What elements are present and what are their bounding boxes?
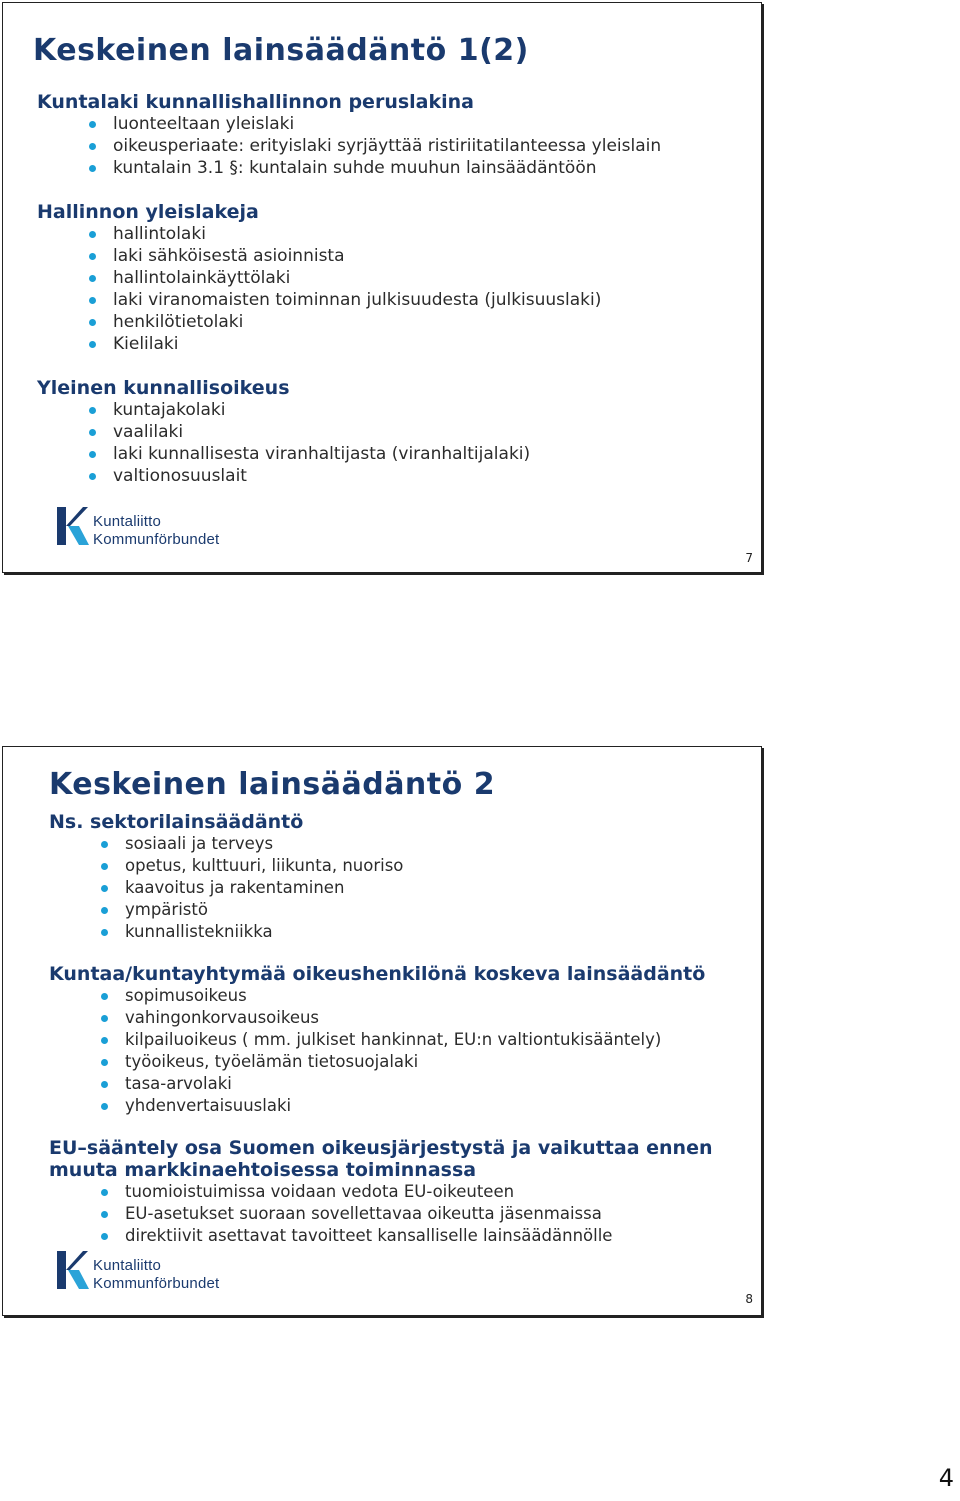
bullet-icon bbox=[89, 473, 96, 480]
section-yleinen-kunnallisoikeus bbox=[37, 377, 757, 487]
logo-line1: Kuntaliitto bbox=[93, 513, 162, 530]
bullet-icon bbox=[89, 143, 96, 150]
section-heading: Yleinen kunnallisoikeus bbox=[37, 377, 290, 399]
logo-line2: Kommunförbundet bbox=[93, 1275, 220, 1292]
slide-content bbox=[37, 91, 757, 487]
bullet-icon bbox=[89, 319, 96, 326]
list-item: ympäristö bbox=[49, 899, 761, 921]
slide-number: 8 bbox=[745, 1292, 753, 1306]
bullet-icon bbox=[101, 841, 108, 848]
list-item: kuntajakolaki bbox=[37, 399, 757, 421]
list-item: tuomioistuimissa voidaan vedota EU-oikeuteen bbox=[49, 1181, 761, 1203]
list-item: hallintolaki bbox=[37, 223, 757, 245]
logo-line1: Kuntaliitto bbox=[93, 1257, 162, 1274]
bullet-icon bbox=[101, 1015, 108, 1022]
slide-title: Keskeinen lainsäädäntö 1(2) bbox=[33, 33, 529, 68]
list-item: oikeusperiaate: erityislaki syrjäyttää ristiriitatilanteessa yleislain bbox=[37, 135, 757, 157]
section-kuntalaki bbox=[37, 91, 757, 179]
bullet-icon bbox=[89, 165, 96, 172]
bullet-list bbox=[49, 985, 761, 1117]
bullet-icon bbox=[101, 1103, 108, 1110]
bullet-list bbox=[37, 399, 757, 487]
list-item: tasa-arvolaki bbox=[49, 1073, 761, 1095]
bullet-icon bbox=[89, 253, 96, 260]
slide-8 bbox=[2, 746, 762, 1316]
list-item: vaalilaki bbox=[37, 421, 757, 443]
slide-title: Keskeinen lainsäädäntö 2 bbox=[49, 767, 496, 802]
logo-line2: Kommunförbundet bbox=[93, 531, 220, 548]
list-item: yhdenvertaisuuslaki bbox=[49, 1095, 761, 1117]
page-number: 4 bbox=[938, 1464, 954, 1492]
section-heading: Ns. sektorilainsäädäntö bbox=[49, 811, 304, 833]
list-item: kaavoitus ja rakentaminen bbox=[49, 877, 761, 899]
kuntaliitto-logo bbox=[55, 503, 265, 553]
list-item: laki viranomaisten toiminnan julkisuudesta (julkisuuslaki) bbox=[37, 289, 757, 311]
list-item: kuntalain 3.1 §: kuntalain suhde muuhun lainsäädäntöön bbox=[37, 157, 757, 179]
bullet-icon bbox=[101, 1059, 108, 1066]
bullet-icon bbox=[101, 907, 108, 914]
list-item: kunnallistekniikka bbox=[49, 921, 761, 943]
list-item: sosiaali ja terveys bbox=[49, 833, 761, 855]
bullet-icon bbox=[89, 341, 96, 348]
bullet-icon bbox=[101, 885, 108, 892]
slide-number: 7 bbox=[745, 551, 753, 565]
list-item: EU-asetukset suoraan sovellettavaa oikeutta jäsenmaissa bbox=[49, 1203, 761, 1225]
section-oikeushenkilo bbox=[49, 963, 761, 1117]
bullet-list bbox=[49, 1181, 761, 1247]
list-item: henkilötietolaki bbox=[37, 311, 757, 333]
list-item: valtionosuuslait bbox=[37, 465, 757, 487]
list-item: kilpailuoikeus ( mm. julkiset hankinnat, EU:n valtiontukisääntely) bbox=[49, 1029, 761, 1051]
section-sektorilainsaadanto bbox=[49, 811, 761, 943]
list-item: vahingonkorvausoikeus bbox=[49, 1007, 761, 1029]
list-item: laki sähköisestä asioinnista bbox=[37, 245, 757, 267]
slide-7 bbox=[2, 2, 762, 573]
bullet-icon bbox=[101, 993, 108, 1000]
bullet-list bbox=[37, 223, 757, 355]
bullet-list bbox=[49, 833, 761, 943]
bullet-icon bbox=[89, 231, 96, 238]
section-heading: Kuntalaki kunnallishallinnon peruslakina bbox=[37, 91, 474, 113]
k-mark-icon bbox=[55, 503, 89, 547]
slide-content bbox=[49, 811, 761, 1267]
k-mark-icon bbox=[55, 1247, 89, 1291]
section-heading: EU–sääntely osa Suomen oikeusjärjestystä ja vaikuttaa ennen muuta markkinaehtoisessa toiminnassa bbox=[49, 1137, 713, 1181]
bullet-icon bbox=[89, 121, 96, 128]
bullet-icon bbox=[101, 929, 108, 936]
section-heading: Hallinnon yleislakeja bbox=[37, 201, 259, 223]
bullet-icon bbox=[101, 1081, 108, 1088]
bullet-icon bbox=[89, 275, 96, 282]
kuntaliitto-logo bbox=[55, 1247, 265, 1297]
bullet-icon bbox=[89, 429, 96, 436]
bullet-list bbox=[37, 113, 757, 179]
section-eu-saantely bbox=[49, 1137, 761, 1247]
list-item: laki kunnallisesta viranhaltijasta (viranhaltijalaki) bbox=[37, 443, 757, 465]
list-item: sopimusoikeus bbox=[49, 985, 761, 1007]
bullet-icon bbox=[101, 1233, 108, 1240]
list-item: Kielilaki bbox=[37, 333, 757, 355]
bullet-icon bbox=[101, 863, 108, 870]
list-item: työoikeus, työelämän tietosuojalaki bbox=[49, 1051, 761, 1073]
section-hallinnon-yleislakeja bbox=[37, 201, 757, 355]
bullet-icon bbox=[89, 451, 96, 458]
list-item: hallintolainkäyttölaki bbox=[37, 267, 757, 289]
list-item: direktiivit asettavat tavoitteet kansalliselle lainsäädännölle bbox=[49, 1225, 761, 1247]
list-item: opetus, kulttuuri, liikunta, nuoriso bbox=[49, 855, 761, 877]
bullet-icon bbox=[101, 1189, 108, 1196]
bullet-icon bbox=[89, 297, 96, 304]
bullet-icon bbox=[101, 1037, 108, 1044]
list-item: luonteeltaan yleislaki bbox=[37, 113, 757, 135]
bullet-icon bbox=[89, 407, 96, 414]
bullet-icon bbox=[101, 1211, 108, 1218]
section-heading: Kuntaa/kuntayhtymää oikeushenkilönä koskeva lainsäädäntö bbox=[49, 963, 706, 985]
